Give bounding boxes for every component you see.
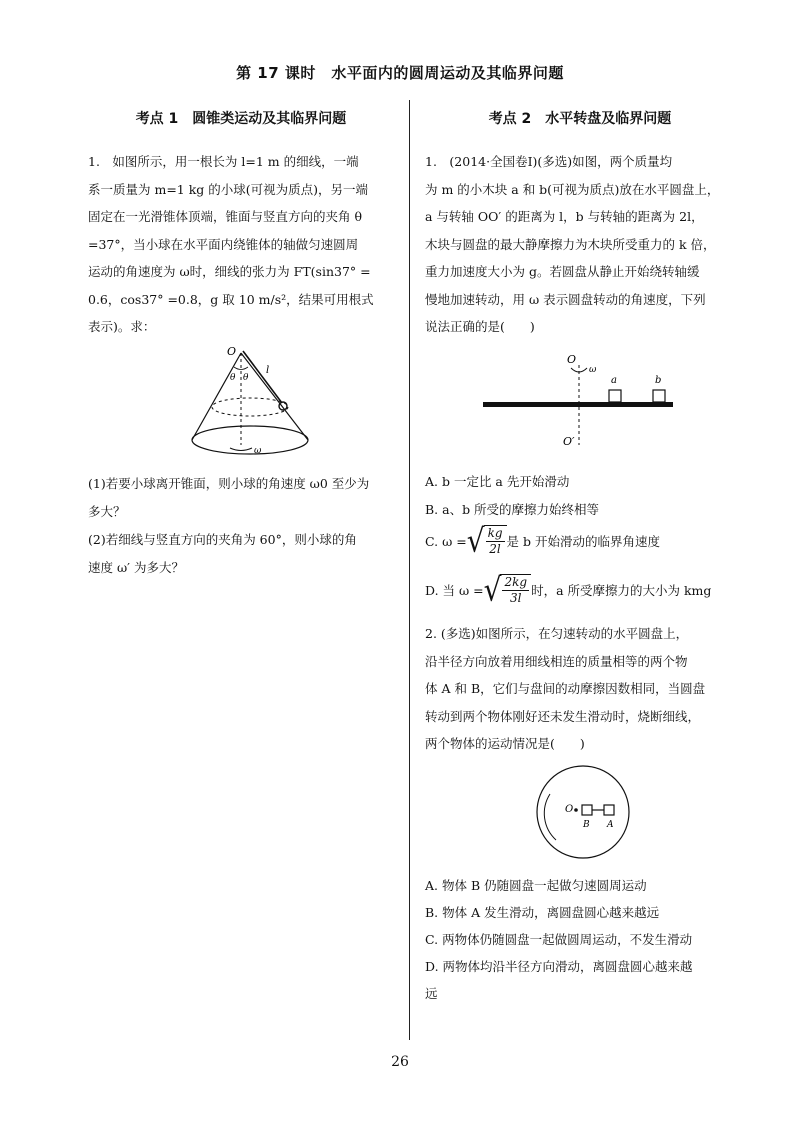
label-o: O [565, 804, 574, 815]
numerator: 2kg [504, 575, 528, 589]
disk-top-figure [528, 762, 638, 862]
text-line: 重力加速度大小为 g。若圆盘从静止开始绕转轴缓 [425, 264, 700, 279]
turntable-side-figure [483, 350, 683, 450]
q2-option-c: C. 两物体仍随圆盘一起做圆周运动，不发生滑动 [425, 932, 693, 947]
text-line: =37°，当小球在水平面内绕锥体的轴做匀速圆周 [88, 236, 359, 252]
page-title: 第 17 课时 水平面内的圆周运动及其临界问题 [236, 64, 564, 82]
left-subquestion-2 [88, 526, 402, 581]
option-c-suffix: 是 b 开始滑动的临界角速度 [506, 534, 660, 549]
column-divider [409, 100, 410, 1040]
numerator: kg [487, 526, 503, 540]
option-d-prefix: D. 当 ω = [425, 583, 484, 598]
label-omega: ω [254, 446, 262, 456]
denominator: 2l [489, 542, 501, 556]
fraction [500, 574, 531, 606]
disk-plate [483, 402, 673, 407]
sqrt-formula [483, 570, 531, 609]
text-line: (2)若细线与竖直方向的夹角为 60°，则小球的角 [88, 532, 357, 547]
sqrt-sign: √ [466, 521, 485, 560]
option-c-prefix: C. ω = [425, 533, 467, 549]
label-a: A [607, 820, 614, 830]
left-section-heading: 考点 1 圆锥类运动及其临界问题 [135, 111, 347, 127]
label-theta-right: θ [243, 373, 249, 383]
orbit-circle [212, 398, 288, 416]
text-line: 运动的角速度为 ω时，细线的张力为 FT(sin37° = [88, 264, 371, 279]
text-line: 2. (多选)如图所示，在匀速转动的水平圆盘上， [425, 626, 689, 641]
label-theta-left: θ [230, 373, 236, 383]
text-line: 速度 ω′ 为多大？ [88, 559, 184, 575]
label-o-prime: O′ [563, 435, 575, 448]
text-line: 慢地加速转动，用 ω 表示圆盘转动的角速度，下列 [425, 291, 706, 307]
text-line: 木块与圆盘的最大静摩擦力为木块所受重力的 k 倍， [425, 236, 716, 252]
disk-center [574, 808, 578, 812]
text-line: 多大？ [88, 503, 126, 519]
text-line: a 与转轴 OO′ 的距离为 l，b 与转轴的距离为 2l， [425, 209, 704, 224]
left-subquestion-1 [88, 470, 402, 525]
text-line: 固定在一光滑锥体顶端，锥面与竖直方向的夹角 θ [88, 209, 362, 224]
right-question-2 [425, 620, 735, 758]
label-o: O [567, 353, 577, 366]
text-line: 两个物体的运动情况是( ) [425, 736, 585, 751]
text-line: 表示)。求： [88, 319, 156, 334]
right-question-1 [425, 148, 735, 341]
rotation-arrow [544, 794, 556, 840]
cone-base [192, 426, 308, 454]
text-line: 1. 如图所示，用一根长为 l=1 m 的细线，一端 [88, 154, 359, 169]
rotation-arrow [230, 448, 252, 451]
ball [279, 402, 287, 410]
page-number: 26 [391, 1054, 409, 1070]
label-o: O [227, 345, 237, 358]
sqrt-sign: √ [483, 570, 502, 609]
q2-option-d-cont: 远 [425, 986, 438, 1001]
text-line: 1. (2014·全国卷Ⅰ)(多选)如图，两个质量均 [425, 154, 673, 169]
q2-option-b: B. 物体 A 发生滑动，离圆盘圆心越来越远 [425, 905, 660, 920]
block-a [604, 805, 614, 815]
q1-option-a: A. b 一定比 a 先开始滑动 [425, 474, 570, 489]
block-a [609, 390, 621, 402]
sqrt-formula [466, 521, 507, 560]
q2-option-a: A. 物体 B 仍随圆盘一起做匀速圆周运动 [425, 878, 647, 893]
string-line [243, 351, 282, 403]
left-question-1 [88, 148, 402, 341]
disk-outline [537, 766, 629, 858]
text-line: 沿半径方向放着用细线相连的质量相等的两个物 [425, 653, 688, 669]
label-l: l [266, 365, 270, 376]
option-d-suffix: 时，a 所受摩擦力的大小为 kmg [531, 583, 712, 598]
label-b: B [583, 820, 590, 830]
label-b: b [655, 375, 662, 386]
text-line: 体 A 和 B，它们与盘间的动摩擦因数相同，当圆盘 [425, 681, 706, 696]
q1-option-d [425, 570, 712, 609]
cone-figure [182, 345, 322, 460]
q1-option-b: B. a、b 所受的摩擦力始终相等 [425, 502, 600, 517]
block-b [582, 805, 592, 815]
block-b [653, 390, 665, 402]
text-line: (1)若要小球离开锥面，则小球的角速度 ω0 至少为 [88, 476, 370, 491]
denominator: 3l [510, 591, 522, 605]
right-section-heading: 考点 2 水平转盘及临界问题 [488, 111, 672, 127]
q1-option-c [425, 521, 660, 560]
text-line: 转动到两个物体刚好还未发生滑动时，烧断细线， [425, 708, 701, 724]
text-line: 说法正确的是( ) [425, 319, 535, 334]
label-a: a [611, 375, 617, 386]
fraction [484, 525, 507, 557]
label-omega: ω [589, 365, 597, 375]
q2-option-d: D. 两物体均沿半径方向滑动，离圆盘圆心越来越 [425, 959, 693, 974]
text-line: 为 m 的小木块 a 和 b(可视为质点)放在水平圆盘上， [425, 181, 720, 197]
text-line: 0.6，cos37° =0.8，g 取 10 m/s²，结果可用根式 [88, 291, 374, 307]
text-line: 系一质量为 m=1 kg 的小球(可视为质点)，另一端 [88, 181, 369, 197]
